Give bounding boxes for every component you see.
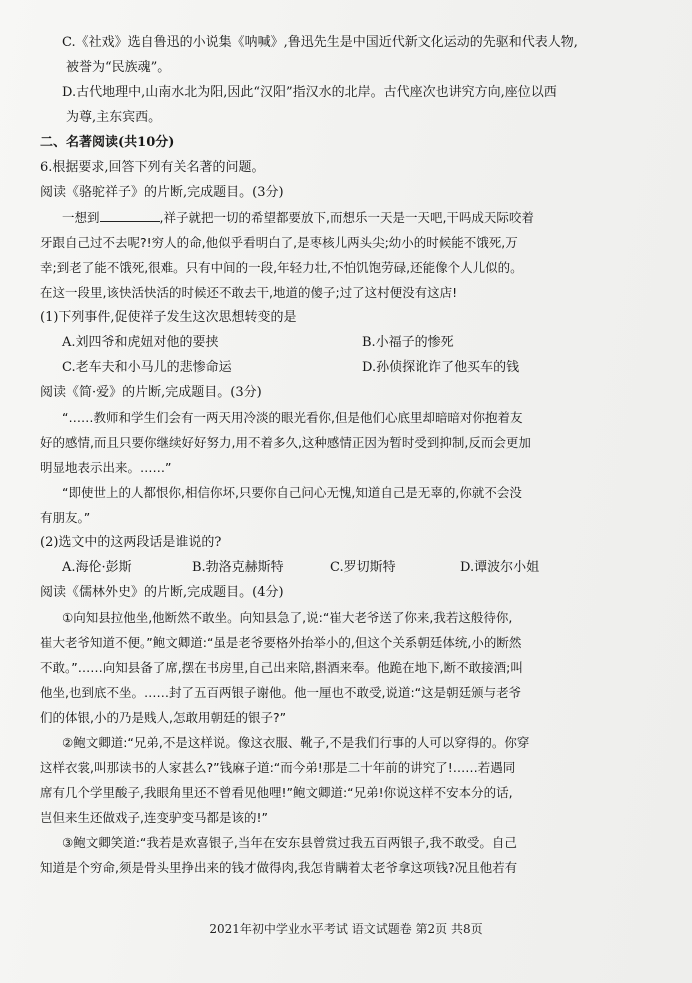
option-c-line: C.《社戏》选自鲁迅的小说集《呐喊》,鲁迅先生是中国近代新文化运动的先驱和代表人物, [62,35,578,50]
camel-passage-line: 幸;到老了能不饿死,很难。只有中间的一段,年轻力壮,不怕饥饱劳碌,还能像个人儿似的。 [40,260,523,275]
scholars-passage-line: 不敢。”……向知县备了席,摆在书房里,自己出来陪,斟酒来奉。他跪在地下,断不敢接酒;叫 [40,660,523,675]
jane-passage-line: 明显地表示出来。……” [40,460,172,475]
camel-passage-line: 牙跟自己过不去呢?!穷人的命,他似乎看明白了,是枣核儿两头尖;幼小的时候能不饿死,万 [40,235,518,250]
scholars-passage-line: 崔大老爷知道不便。”鲍文卿道:“虽是老爷要格外抬举小的,但这个关系朝廷体统,小的断然 [40,635,522,650]
section-heading: 二、名著阅读(共10分) [40,135,175,150]
camel-passage-line: 在这一段里,该快活快活的时候还不敢去干,地道的傻子;过了这村便没有这店! [40,285,458,300]
scholars-passage-line: 们的体银,小的乃是贱人,怎敢用朝廷的银子?” [40,710,287,725]
scholars-passage-line: ①向知县拉他坐,他断然不敢坐。向知县急了,说:“崔大老爷送了你来,我若这般待你, [62,610,513,625]
scholars-passage-line: 他坐,也到底不坐。……封了五百两银子谢他。他一厘也不敢受,说道:“这是朝廷颁与老爷 [40,685,522,700]
jane-passage-line: 有朋友。” [40,510,91,525]
option-b[interactable]: B.小福子的惨死 [362,335,454,350]
camel-options-row [40,330,660,355]
scholars-passage-line: 知道是个穷命,须是骨头里挣出来的钱才做得肉,我怎肯瞒着太老爷拿这项钱?况且他若有 [40,860,518,875]
scholars-passage-line: 这样衣裳,叫那读书的人家甚么?”钱麻子道:“而今弟!那是二十年前的讲究了!……若遇同 [40,760,516,775]
jane-passage-line: “即使世上的人都恨你,相信你坏,只要你自己问心无愧,知道自己是无辜的,你就不会没 [62,485,522,500]
option-a[interactable]: A.刘四爷和虎妞对他的要挟 [62,335,219,350]
jane-options-row [40,555,660,580]
question-6: 6.根据要求,回答下列有关名著的问题。 [40,160,265,175]
camel-text-post: ,祥子就把一切的希望都要放下,而想乐一天是一天吧,干吗成天际咬着 [159,210,534,225]
camel-options-row [40,355,660,380]
option-d-cont: 为尊,主东宾西。 [66,110,162,125]
scholars-passage-line: ②鲍文卿道:“兄弟,不是这样说。像这衣服、靴子,不是我们行事的人可以穿得的。你穿 [62,735,530,750]
jane-question: (2)选文中的这两段话是谁说的? [40,535,222,550]
answer-blank[interactable] [100,207,160,222]
page-content [40,30,660,880]
camel-passage-line [40,205,660,230]
option-d-line: D.古代地理中,山南水北为阳,因此“汉阳”指汉水的北岸。古代座次也讲究方向,座位以西 [62,85,557,100]
option-c-cont: 被誉为“民族魂”。 [66,60,171,75]
scholars-passage-line: ③鲍文卿笑道:“我若是欢喜银子,当年在安东县曾赏过我五百两银子,我不敢受。自己 [62,835,517,850]
scholars-passage-line: 岂但来生还做戏子,连变驴变马都是该的!” [40,810,268,825]
camel-text-pre: 一想到 [62,210,100,225]
option-d[interactable]: D.谭波尔小姐 [460,560,540,575]
camel-intro: 阅读《骆驼祥子》的片断,完成题目。(3分) [40,185,284,200]
option-d[interactable]: D.孙侦探讹诈了他买车的钱 [362,360,520,375]
option-a[interactable]: A.海伦·彭斯 [62,560,132,575]
scholars-passage-line: 席有几个学里酸子,我眼角里还不曾看见他哩!”鲍文卿道:“兄弟!你说这样不安本分的话, [40,785,513,800]
option-c[interactable]: C.罗切斯特 [330,560,396,575]
option-c[interactable]: C.老车夫和小马儿的悲惨命运 [62,360,232,375]
camel-question: (1)下列事件,促使祥子发生这次思想转变的是 [40,310,297,325]
jane-intro: 阅读《简·爱》的片断,完成题目。(3分) [40,385,262,400]
jane-passage-line: 好的感情,而且只要你继续好好努力,用不着多久,这种感情正因为暂时受到抑制,反而会更加 [40,435,531,450]
page-footer: 2021年初中学业水平考试 语文试题卷 第2页 共8页 [209,922,483,936]
jane-passage-line: “……教师和学生们会有一两天用冷淡的眼光看你,但是他们心底里却暗暗对你抱着友 [62,410,523,425]
scholars-intro: 阅读《儒林外史》的片断,完成题目。(4分) [40,585,284,600]
option-b[interactable]: B.勃洛克赫斯特 [192,560,284,575]
